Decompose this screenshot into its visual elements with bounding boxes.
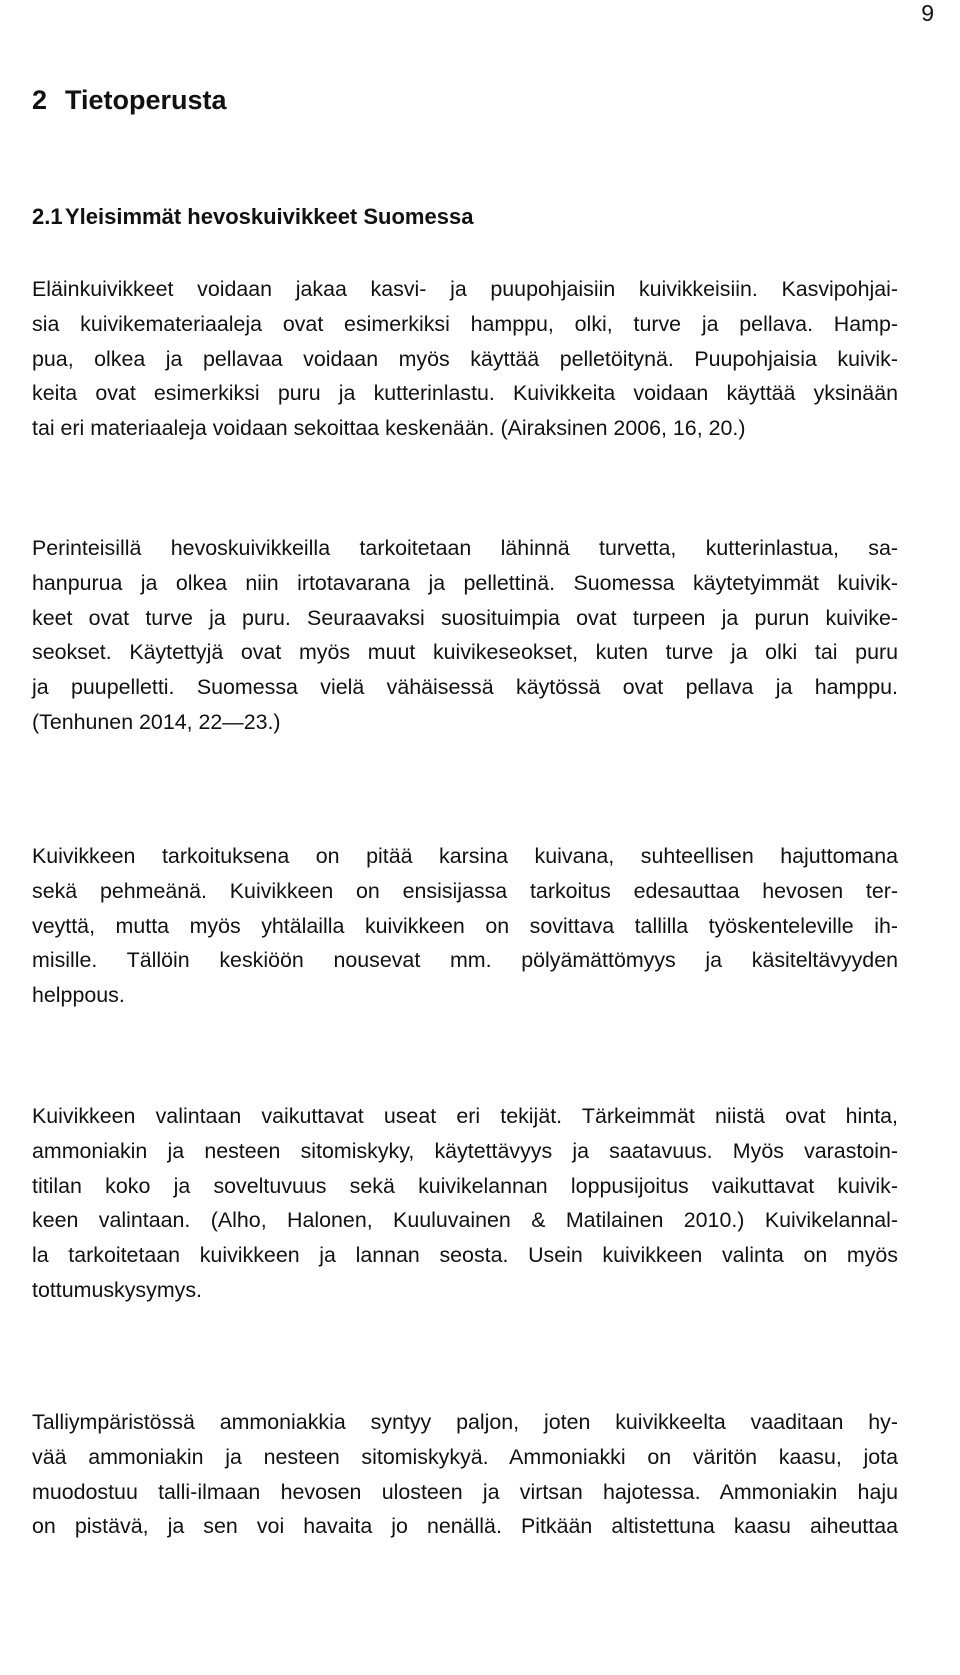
text-line: muodostuu talli-ilmaan hevosen ulosteen ja virtsan hajotessa. Ammoniakin haju — [32, 1479, 898, 1504]
text-line: keita ovat esimerkiksi puru ja kutterinlastu. Kuivikkeita voidaan käyttää yksinään — [32, 381, 898, 406]
paragraph-5 — [32, 1405, 898, 1544]
page-number: 9 — [921, 0, 934, 26]
text-line: hanpurua ja olkea niin irtotavarana ja pellettinä. Suomessa käytetyimmät kuivik- — [32, 570, 898, 595]
text-line: (Tenhunen 2014, 22—23.) — [32, 709, 281, 734]
paragraph-3 — [32, 839, 898, 1013]
text-line: misille. Tällöin keskiöön nousevat mm. pölyämättömyys ja käsiteltävyyden — [32, 948, 898, 973]
chapter-heading — [32, 82, 227, 118]
text-line: la tarkoitetaan kuivikkeen ja lannan seosta. Usein kuivikkeen valinta on myös — [32, 1243, 898, 1268]
paragraph-1 — [32, 272, 898, 446]
text-line: Kuivikkeen valintaan vaikuttavat useat eri tekijät. Tärkeimmät niistä ovat hinta, — [32, 1104, 898, 1128]
text-line: veyttä, mutta myös yhtälailla kuivikkeen on sovittava tallilla työskenteleville ih- — [32, 913, 898, 938]
section-number: 2.1 — [32, 204, 63, 229]
text-line: helppous. — [32, 983, 125, 1008]
text-line: sekä pehmeänä. Kuivikkeen on ensisijassa tarkoitus edesauttaa hevosen ter- — [32, 878, 898, 903]
chapter-title: Tietoperusta — [65, 85, 227, 115]
text-line: Talliympäristössä ammoniakkia syntyy paljon, joten kuivikkeelta vaaditaan hy- — [32, 1410, 898, 1434]
text-line: Perinteisillä hevoskuivikkeilla tarkoitetaan lähinnä turvetta, kutterinlastua, sa- — [32, 536, 898, 560]
text-line: ja puupelletti. Suomessa vielä vähäisessä käytössä ovat pellava ja hamppu. — [32, 675, 898, 700]
text-line: keen valintaan. (Alho, Halonen, Kuuluvainen & Matilainen 2010.) Kuivikelannal- — [32, 1208, 898, 1233]
section-title: Yleisimmät hevoskuivikkeet Suomessa — [65, 204, 474, 229]
text-line: pua, olkea ja pellavaa voidaan myös käyttää pelletöitynä. Puupohjaisia kuivik- — [32, 346, 898, 371]
text-line: seokset. Käytettyjä ovat myös muut kuivikeseokset, kuten turve ja olki tai puru — [32, 640, 898, 665]
text-line: keet ovat turve ja puru. Seuraavaksi suosituimpia ovat turpeen ja purun kuivike- — [32, 605, 898, 630]
paragraph-4 — [32, 1099, 898, 1308]
text-line: Kuivikkeen tarkoituksena on pitää karsina kuivana, suhteellisen hajuttomana — [32, 844, 898, 868]
text-line: tai eri materiaaleja voidaan sekoittaa keskenään. (Airaksinen 2006, 16, 20.) — [32, 416, 746, 441]
text-line: Eläinkuivikkeet voidaan jakaa kasvi- ja puupohjaisiin kuivikkeisiin. Kasvipohjai- — [32, 277, 898, 301]
text-line: on pistävä, ja sen voi havaita jo nenällä. Pitkään altistettuna kaasu aiheuttaa — [32, 1514, 898, 1539]
text-line: vää ammoniakin ja nesteen sitomiskykyä. Ammoniakki on väritön kaasu, jota — [32, 1444, 898, 1469]
chapter-number: 2 — [32, 85, 48, 115]
paragraph-2 — [32, 531, 898, 740]
text-line: sia kuivikemateriaaleja ovat esimerkiksi hamppu, olki, turve ja pellava. Hamp- — [32, 311, 898, 336]
section-heading — [32, 202, 473, 232]
text-line: titilan koko ja soveltuvuus sekä kuivikelannan loppusijoitus vaikuttavat kuivik- — [32, 1173, 898, 1198]
text-line: ammoniakin ja nesteen sitomiskyky, käytettävyys ja saatavuus. Myös varastoin- — [32, 1138, 898, 1163]
text-line: tottumuskysymys. — [32, 1277, 202, 1302]
